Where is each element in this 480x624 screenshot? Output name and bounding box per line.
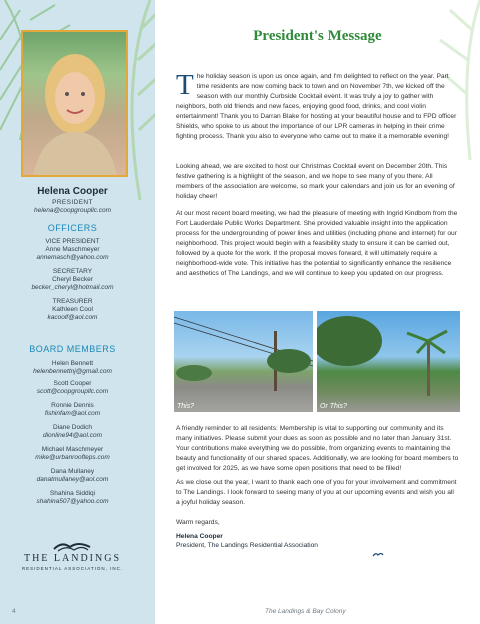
board-member-name: Michael Maschmeyer <box>41 446 104 453</box>
image-caption: Or This? <box>320 403 347 410</box>
paragraph-membership: A friendly reminder to all residents: Membership is vital to supporting our community and its many initiatives. Please submit your dues as soon as possible and no later than January 31st. Your contributions make everything we do possible, from organizing events to maintaining the beauty and functionality of our shared spaces. Additionally, we are looking for board members to get involved for 2025, as we have some open positions that need to be filled! <box>176 425 459 472</box>
officer-email[interactable]: kacoolf@aol.com <box>47 314 98 321</box>
board-member-name: Scott Cooper <box>53 380 92 387</box>
board-member-name: Shahina Siddiqi <box>49 490 96 497</box>
paragraph-intro <box>176 69 459 142</box>
image-caption: This? <box>177 403 195 410</box>
publication-name: The Landings & Bay Colony <box>265 608 346 615</box>
board-member-name: Dana Mullaney <box>50 468 95 475</box>
page-title: President's Message <box>253 28 382 44</box>
president-email[interactable]: helena@coopgroupllc.com <box>33 207 112 214</box>
paragraph-text: he holiday season is upon us once again, and I'm delighted to reflect on the year. Part time residents are now coming back to town and on November 7th, we kicked off the season with our monthly Curbside Cocktail event. It was truly a joy to gather with neighbors, both old friends and new faces, enjoying good food, drinks, and cool violin entertainment! Thank you to Darran Blake for hosting at your beautiful house and to FPD officer Shields, who spoke to us about the importance of our LPR cameras in helping in their crime fighting process. Thank you also to everyone who came out to make it a memorable evening! <box>176 73 457 140</box>
board-member-email[interactable]: shahina507@yahoo.com <box>36 498 109 505</box>
board-member-name: Diane Dodich <box>52 424 93 431</box>
board-member-email[interactable]: fishinfam@aol.com <box>44 410 101 417</box>
officers-heading: OFFICERS <box>47 223 98 233</box>
officer-role: VICE PRESIDENT <box>45 238 100 245</box>
palm-street-illustration <box>317 311 460 412</box>
landings-logo-wave <box>52 540 92 552</box>
president-name: Helena Cooper <box>37 186 108 197</box>
officer-email[interactable]: becker_cheryl@hotmail.com <box>31 284 114 291</box>
board-member-email[interactable]: helenbennettnj@gmail.com <box>33 368 112 375</box>
logo-title: THE LANDINGS <box>23 553 122 564</box>
portrait-illustration <box>23 32 126 175</box>
sidebar <box>0 0 155 624</box>
signature-name: Helena Cooper <box>176 533 223 540</box>
officer-name: Cheryl Becker <box>52 276 93 283</box>
board-member-email[interactable]: scott@coopgroupllc.com <box>36 388 109 395</box>
officer-email[interactable]: annemasch@yahoo.com <box>36 254 109 261</box>
paragraph-closing: As we close out the year, I want to thank each one of you for your involvement and commitment to The Landings. I look forward to seeing many of you at our upcoming events and wish you all a joyful holiday season. <box>176 479 457 506</box>
page-number: 4 <box>12 608 16 615</box>
officer-role: SECRETARY <box>52 268 93 275</box>
officer-name: Anne Maschmeyer <box>45 246 100 253</box>
board-member-email[interactable]: danatmullaney@aol.com <box>36 476 109 483</box>
drop-cap: T <box>176 69 194 101</box>
power-lines-illustration <box>174 311 313 412</box>
street-photo-overhead-lines <box>174 311 313 412</box>
street-photo-underground <box>317 311 460 412</box>
officer-role: TREASURER <box>52 298 93 305</box>
board-member-email[interactable]: dionline94@aol.com <box>43 432 102 439</box>
paragraph-christmas: Looking ahead, we are excited to host our Christmas Cocktail event on December 20th. This festive gathering is a highlight of the season, and we hope to see many of you there. All members of the association are welcome, so mark your calendars and join us for an evening of holiday cheer! <box>176 163 455 200</box>
board-member-name: Ronnie Dennis <box>51 402 94 409</box>
board-heading: BOARD MEMBERS <box>29 344 116 354</box>
closing-salutation: Warm regards, <box>176 519 220 526</box>
paragraph-board-meeting: At our most recent board meeting, we had the pleasure of meeting with Ingrid Kindbom from the Fort Lauderdale Public Works Department. She provided valuable insight into the application process for the undergrounding of power lines and utilities (including phone and internet) for our neighborhood. This project would begin with a feasibility study to ensure it can be carried out, followed by a quote for the work. If the proposal moves forward, it will ultimately require a neighborhood-wide vote. This initiative has the potential to significantly enhance the resilience and aesthetics of The Landings, and we will continue to keep you updated on our progress. <box>176 210 458 277</box>
board-member-name: Helen Bennett <box>51 360 94 367</box>
president-photo <box>21 30 128 177</box>
board-member-email[interactable]: mike@urbanroofteps.com <box>35 454 110 461</box>
signature-title: President, The Landings Residential Association <box>176 542 319 549</box>
officer-name: Kathleen Cool <box>52 306 93 313</box>
president-role: PRESIDENT <box>52 199 93 206</box>
wave-icon <box>372 552 384 558</box>
logo-subtitle: RESIDENTIAL ASSOCIATION, INC. <box>21 566 124 571</box>
